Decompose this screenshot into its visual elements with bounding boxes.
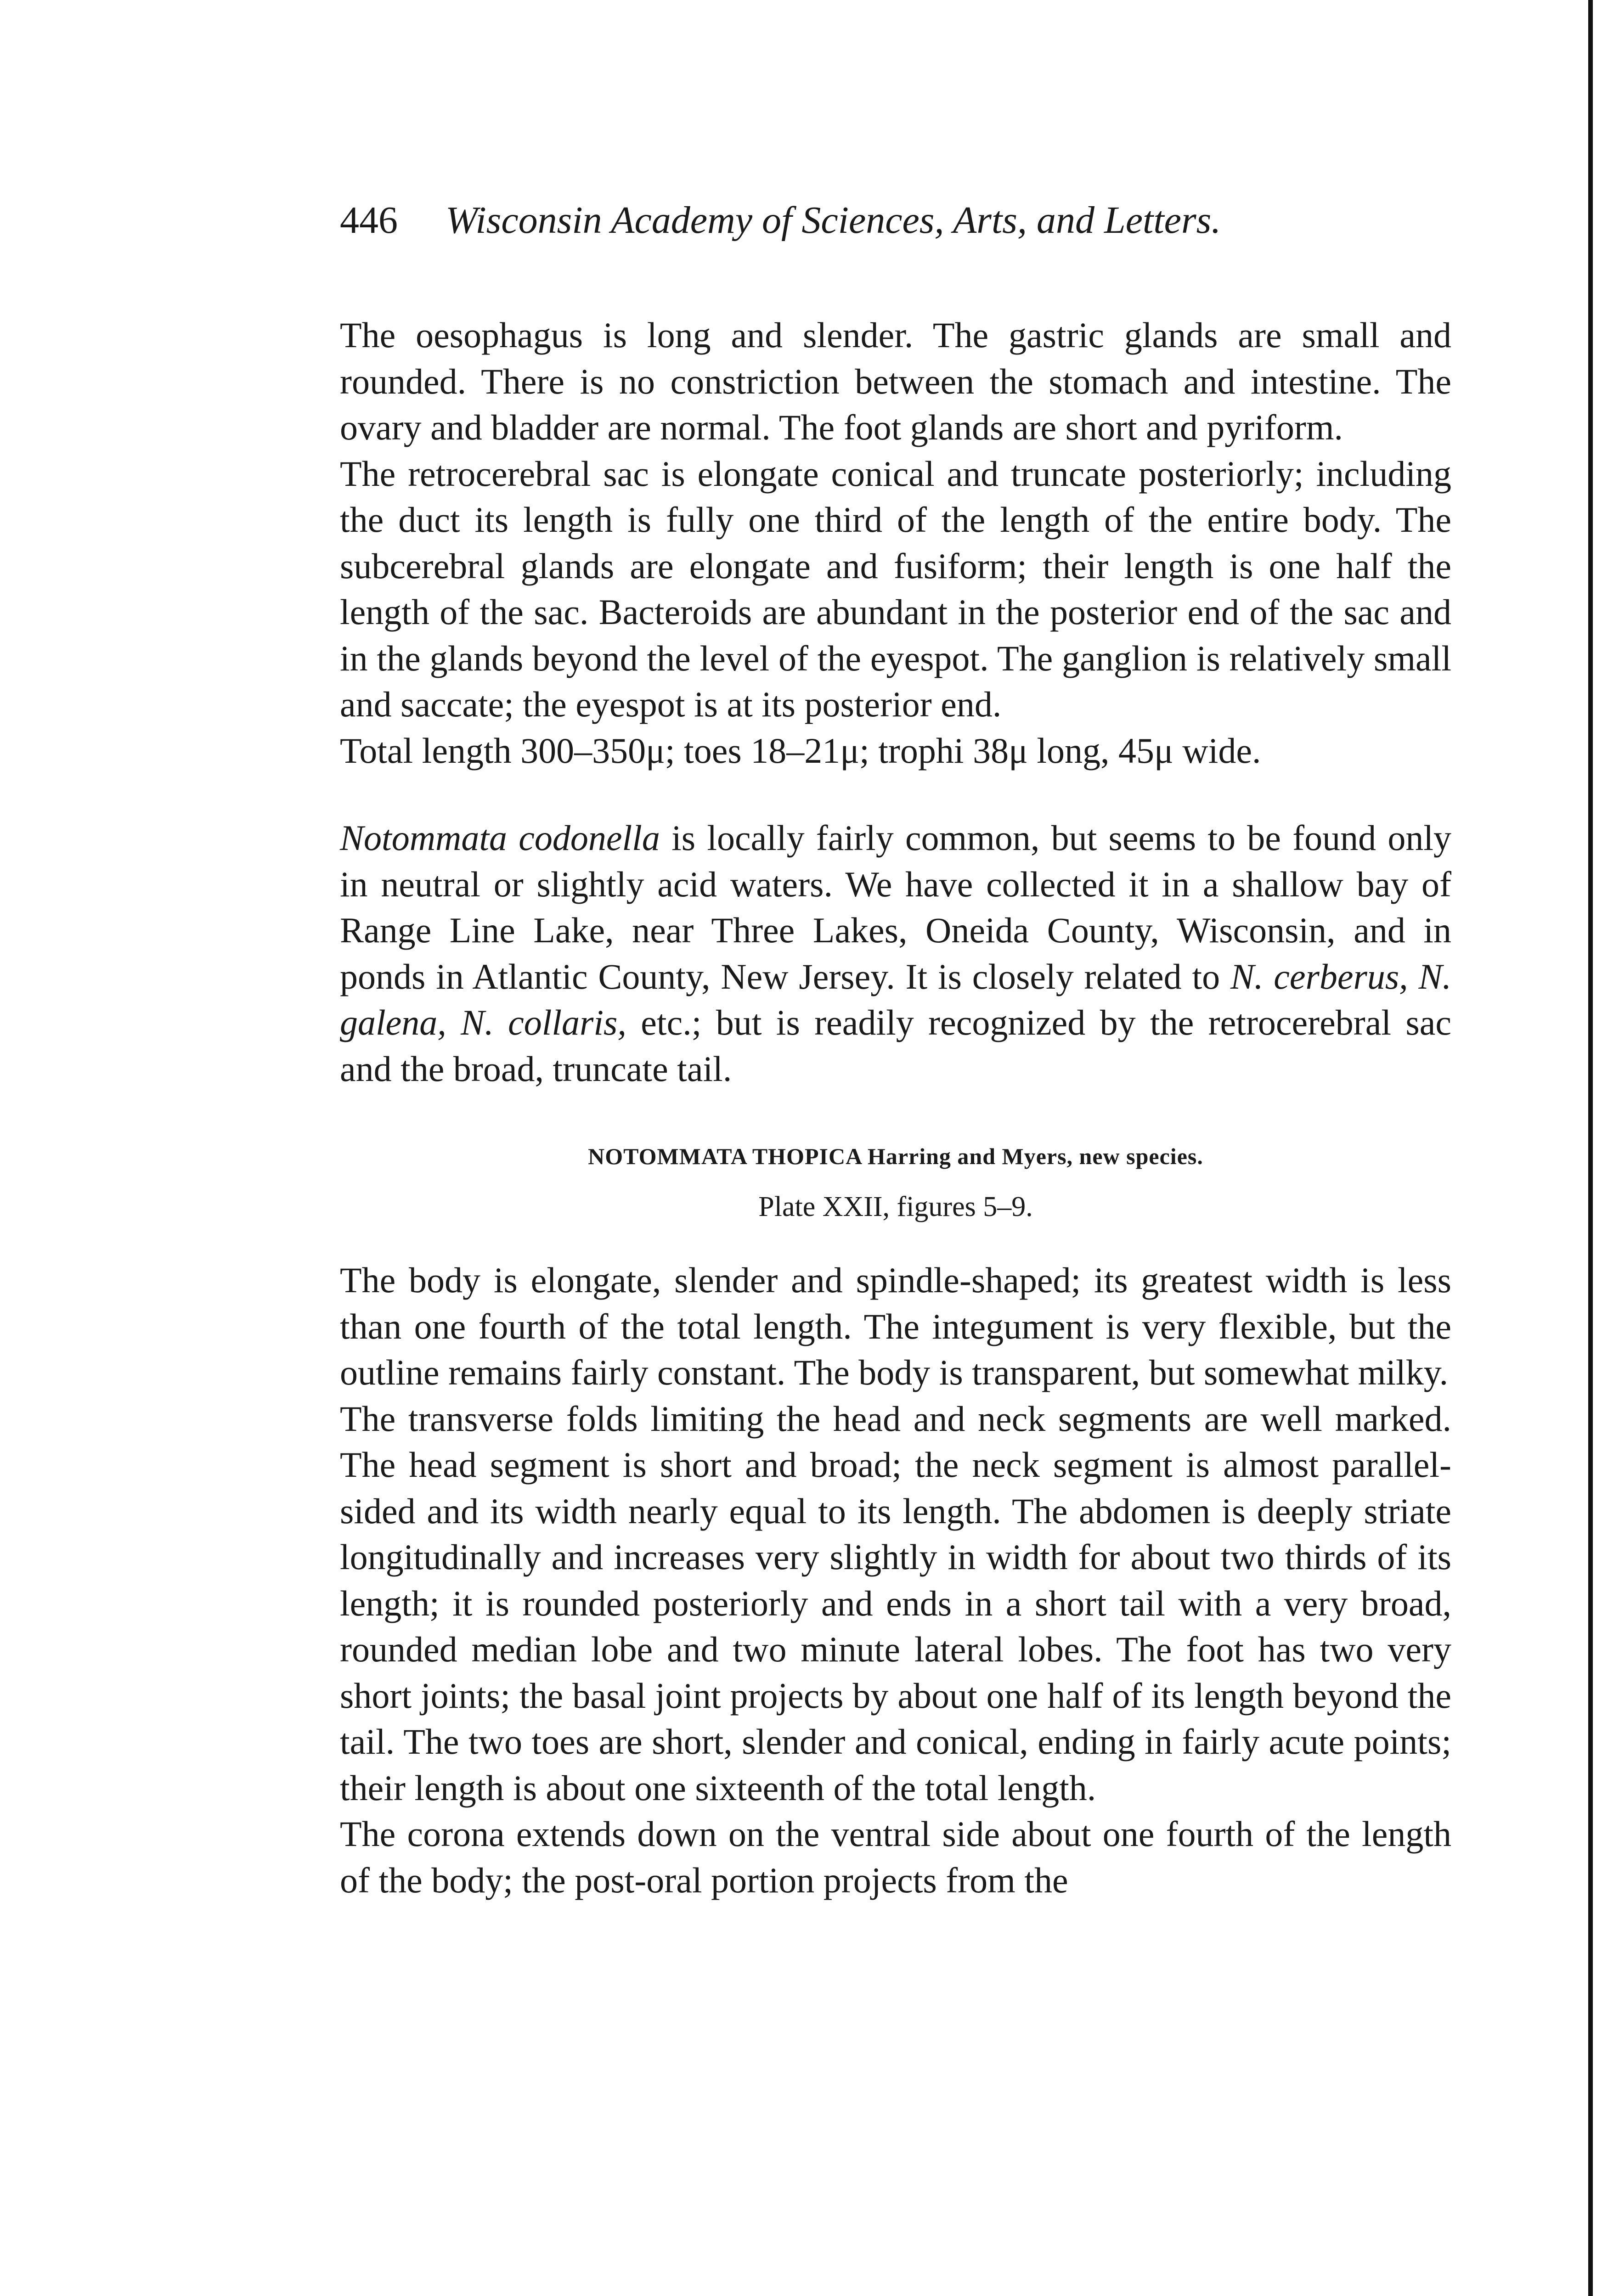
paragraph-measurements: Total length 300–350μ; toes 18–21μ; trophi 38μ long, 45μ wide. [340,730,1261,771]
paragraph-corona: The corona extends down on the ventral side about one fourth of the length of the body; the post-oral portion projects from the [340,1814,1451,1900]
page-number: 446 [340,199,398,242]
codonella-text-1: is locally fairly common, but seems to be found only in neutral or slightly acid waters. We have collected it in a shallow bay of Range Line Lake, near Three Lakes, Oneida County, Wisconsin, and in ponds in Atlantic County, New Jersey. It is closely related to [340,818,1451,996]
species-heading-authors: Harring and Myers, new species. [867,1143,1203,1169]
paragraph-retrocerebral: The retrocerebral sac is elongate conical and truncate posteriorly; including the duct its length is fully one third of the length of the entire body. The subcerebral glands are elongate and fusiform; their length is one half the length of the sac. Bacteroids are abundant in the posterior end of the sac and in the glands beyond the level of the eyespot. The ganglion is relatively small and saccate; the eyespot is at its posterior end. [340,453,1451,724]
paragraph-codonella [340,815,1451,1092]
running-head [340,193,1451,248]
paragraph-body-shape: The body is elongate, slender and spindle-shaped; its greatest width is less than one fourth of the total length. The integument is very flexible, but the outline remains fairly constant. The body is transparent, but somewhat milky. [340,1260,1451,1392]
species-heading [340,1138,1451,1175]
codonella-text-2: etc.; but is readily recognized by the retrocerebral sac and the broad, truncate tail. [340,1002,1451,1089]
journal-title: Wisconsin Academy of Sciences, Arts, and Letters. [446,199,1221,242]
document-page [340,193,1451,1903]
scan-edge-border [1588,0,1593,2296]
related-species: N. cerberus, N. galena, N. collaris, [340,956,1451,1042]
species-name-codonella: Notommata codonella [340,818,660,858]
paragraph-transverse-folds: The transverse folds limiting the head and neck segments are well marked. The head segment is short and broad; the neck segment is almost parallel-sided and its width nearly equal to its length. The abdomen is deeply striate longitudinally and increases very slightly in width for about two thirds of its length; it is rounded posteriorly and ends in a short tail with a very broad, rounded median lobe and two minute lateral lobes. The foot has two very short joints; the basal joint projects by about one half of its length beyond the tail. The two toes are short, slender and conical, ending in fairly acute points; their length is about one sixteenth of the total length. [340,1398,1451,1808]
paragraph-oesophagus: The oesophagus is long and slender. The gastric glands are small and rounded. There is no constriction between the stomach and intestine. The ovary and bladder are normal. The foot glands are short and pyriform. [340,315,1451,447]
plate-reference: Plate XXII, figures 5–9. [758,1191,1033,1222]
species-heading-name: NOTOMMATA THOPICA [588,1143,862,1169]
